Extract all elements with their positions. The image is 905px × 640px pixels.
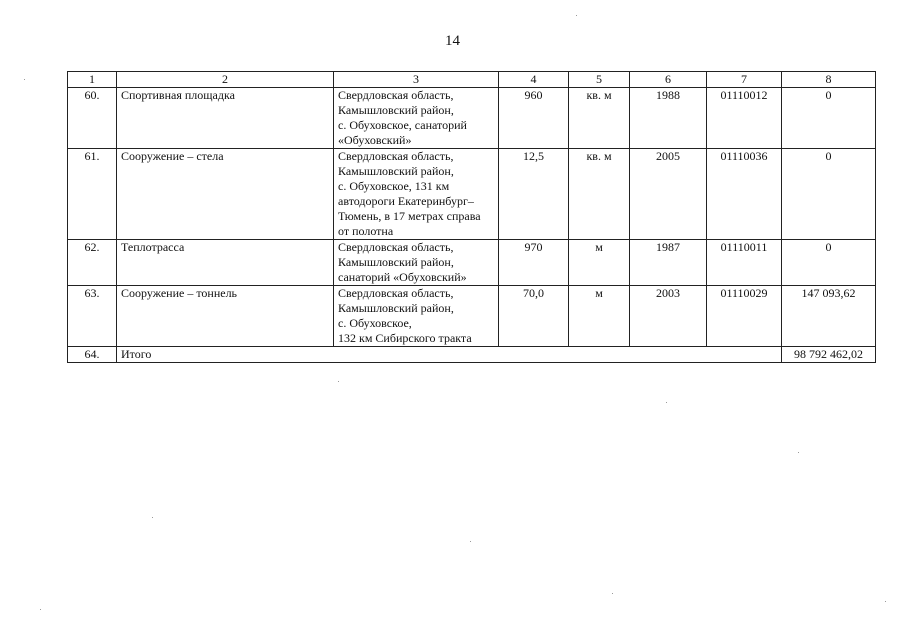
- row-number: 62.: [68, 240, 117, 286]
- object-value: 0: [782, 88, 876, 149]
- object-code: 01110011: [707, 240, 782, 286]
- column-number-header: 8: [782, 72, 876, 88]
- scan-speck: [576, 15, 577, 16]
- scan-speck: [612, 593, 613, 594]
- total-value: 98 792 462,02: [782, 347, 876, 363]
- object-code: 01110036: [707, 149, 782, 240]
- object-address: Свердловская область, Камышловский район, с. Обуховское, 131 км автодороги Екатеринбург– Тюмень, в 17 метрах справа от полотна: [334, 149, 499, 240]
- object-year: 2003: [630, 286, 707, 347]
- scan-speck: [798, 452, 799, 453]
- scan-speck: [470, 541, 471, 542]
- object-size: 70,0: [499, 286, 569, 347]
- property-table: [67, 71, 876, 363]
- scan-speck: [40, 609, 41, 610]
- column-number-header: 3: [334, 72, 499, 88]
- object-name: Сооружение – тоннель: [117, 286, 334, 347]
- object-code: 01110029: [707, 286, 782, 347]
- table-row: [68, 149, 876, 240]
- object-unit: кв. м: [569, 149, 630, 240]
- object-unit: м: [569, 286, 630, 347]
- column-number-header: 6: [630, 72, 707, 88]
- table-row: [68, 286, 876, 347]
- object-unit: кв. м: [569, 88, 630, 149]
- object-year: 1988: [630, 88, 707, 149]
- column-number-header: 2: [117, 72, 334, 88]
- column-number-header: 7: [707, 72, 782, 88]
- table-row: [68, 240, 876, 286]
- object-name: Спортивная площадка: [117, 88, 334, 149]
- total-row: [68, 347, 876, 363]
- column-number-header: 5: [569, 72, 630, 88]
- column-number-header: 1: [68, 72, 117, 88]
- object-name: Сооружение – стела: [117, 149, 334, 240]
- scan-speck: [666, 402, 667, 403]
- column-number-header: 4: [499, 72, 569, 88]
- object-address: Свердловская область, Камышловский район, санаторий «Обуховский»: [334, 240, 499, 286]
- object-name: Теплотрасса: [117, 240, 334, 286]
- object-size: 970: [499, 240, 569, 286]
- object-value: 0: [782, 149, 876, 240]
- object-year: 2005: [630, 149, 707, 240]
- row-number: 60.: [68, 88, 117, 149]
- row-number: 63.: [68, 286, 117, 347]
- object-size: 960: [499, 88, 569, 149]
- object-value: 147 093,62: [782, 286, 876, 347]
- object-address: Свердловская область, Камышловский район, с. Обуховское, 132 км Сибирского тракта: [334, 286, 499, 347]
- total-label: Итого: [117, 347, 782, 363]
- scan-speck: [24, 79, 25, 80]
- row-number: 64.: [68, 347, 117, 363]
- scan-speck: [885, 601, 886, 602]
- object-size: 12,5: [499, 149, 569, 240]
- column-number-row: [68, 72, 876, 88]
- object-value: 0: [782, 240, 876, 286]
- page-number: 14: [445, 33, 460, 49]
- object-year: 1987: [630, 240, 707, 286]
- object-code: 01110012: [707, 88, 782, 149]
- scan-speck: [338, 381, 339, 382]
- table-row: [68, 88, 876, 149]
- scan-speck: [152, 517, 153, 518]
- object-address: Свердловская область, Камышловский район, с. Обуховское, санаторий «Обуховский»: [334, 88, 499, 149]
- object-unit: м: [569, 240, 630, 286]
- row-number: 61.: [68, 149, 117, 240]
